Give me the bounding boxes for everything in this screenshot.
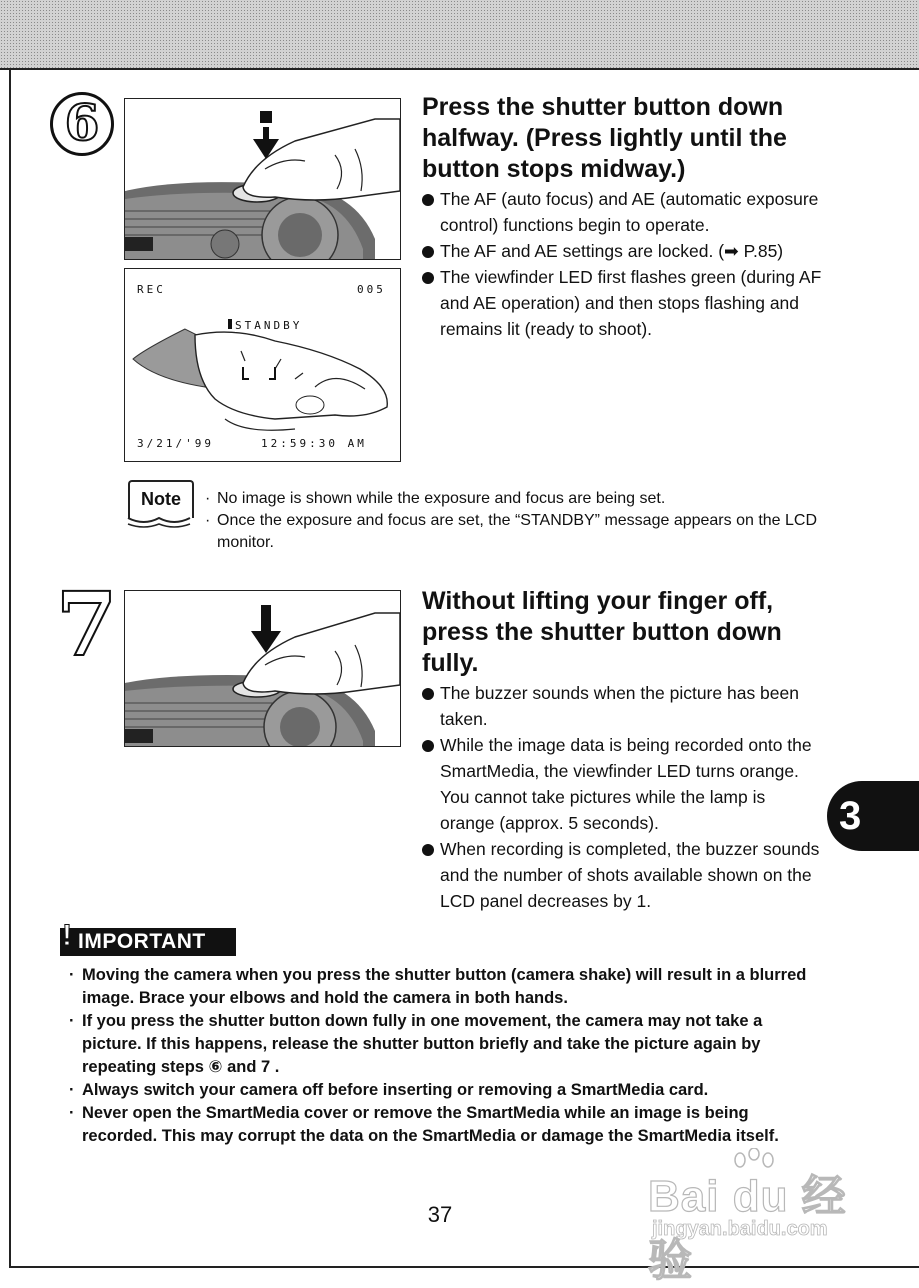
note-badge [128, 480, 194, 518]
open-book-icon [126, 516, 192, 530]
important-list [66, 964, 820, 1148]
list-item: · Always switch your camera off before inserting or removing a SmartMedia card. [66, 1079, 820, 1102]
note-list [203, 488, 823, 554]
list-item: · Never open the SmartMedia cover or remove the SmartMedia while an image is being recorded. This may corrupt the data on the SmartMedia or damage the SmartMedia itself. [66, 1102, 820, 1148]
list-item: The AF and AE settings are locked. (➡ P.85) [422, 238, 822, 264]
step-7-bullets [422, 680, 822, 914]
watermark-logo: Bai du 经验 [648, 1172, 847, 1285]
step-7-number: 7 [56, 572, 118, 676]
list-item: · Moving the camera when you press the shutter button (camera shake) will result in a blurred image. Brace your elbows and hold the camera in both hands. [66, 964, 820, 1010]
header-band [0, 0, 919, 70]
step-6-number: 6 [50, 92, 114, 156]
step-6-heading: Press the shutter button down halfway. (Press lightly until the button stops midway.) [422, 93, 787, 183]
list-item: · If you press the shutter button down fully in one movement, the camera may not take a picture. If this happens, release the shutter button briefly and take the picture again by repeating steps ⑥ and 7 . [66, 1010, 820, 1079]
lcd-mode-label: REC [137, 283, 166, 296]
watermark-url: jingyan.baidu.com [652, 1218, 828, 1240]
left-border [9, 68, 11, 1268]
exclamation-icon: ! [62, 919, 73, 952]
lcd-time: 12:59:30 AM [261, 437, 367, 450]
important-badge [60, 919, 236, 956]
list-item: The AF (auto focus) and AE (automatic exposure control) functions begin to operate. [422, 186, 822, 238]
lcd-shot-count: 005 [357, 283, 386, 296]
lcd-standby-message: STANDBY [235, 319, 303, 332]
list-item: While the image data is being recorded onto the SmartMedia, the viewfinder LED turns orange. You cannot take pictures while the lamp is orange (approx. 5 seconds). [422, 732, 822, 836]
note-label: Note [141, 489, 181, 509]
page-number: 37 [427, 1202, 453, 1227]
lcd-date: 3/21/'99 [137, 437, 214, 450]
step-7-heading: Without lifting your finger off, press the shutter button down fully. [422, 587, 782, 677]
lcd-monitor-illustration [124, 268, 401, 462]
step-6-bullets [422, 186, 822, 342]
list-item: When recording is completed, the buzzer sounds and the number of shots available shown on the LCD panel decreases by 1. [422, 836, 822, 914]
puppy-image [125, 269, 400, 461]
list-item: The viewfinder LED first flashes green (during AF and AE operation) and then stops flashing and remains lit (ready to shoot). [422, 264, 822, 342]
baidu-watermark [648, 1148, 878, 1285]
list-item: · No image is shown while the exposure and focus are being set. [203, 488, 823, 510]
list-item: · Once the exposure and focus are set, the “STANDBY” message appears on the LCD monitor. [203, 510, 823, 554]
step-6-shutter-illustration [124, 98, 401, 260]
chapter-tab: 3 [827, 781, 919, 851]
step-7-shutter-illustration [124, 590, 401, 747]
list-item: The buzzer sounds when the picture has been taken. [422, 680, 822, 732]
important-label: IMPORTANT [78, 930, 206, 953]
